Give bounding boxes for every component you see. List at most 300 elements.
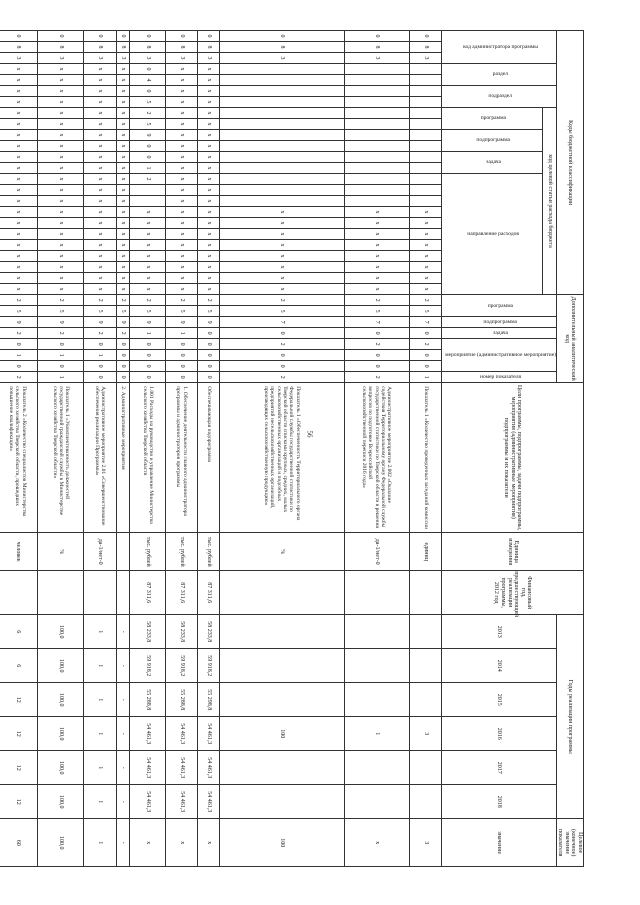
budget-code-cell (344, 196, 409, 207)
budget-code-cell: x (165, 108, 198, 119)
analytic-code-cell: 2 (84, 328, 117, 339)
budget-code-cell (409, 185, 442, 196)
budget-code-cell: x (219, 251, 344, 262)
budget-code-cell: x (0, 273, 38, 284)
year-value-cell: 54 461,3 (130, 751, 165, 785)
budget-code-cell (344, 108, 409, 119)
budget-code-cell: x (130, 218, 165, 229)
analytic-code-cell: 2 (344, 372, 409, 383)
budget-code-cell (344, 163, 409, 174)
budget-code-cell: 4 (130, 75, 165, 86)
budget-code-cell (409, 64, 442, 75)
budget-code-cell: x (198, 273, 220, 284)
budget-code-cell: 5 (130, 97, 165, 108)
target-value-cell: x (344, 819, 409, 867)
budget-code-cell: x (116, 119, 130, 130)
analytic-code-cell: 2 (409, 339, 442, 350)
budget-code-cell: x (409, 251, 442, 262)
analytic-code-cell: 0 (130, 350, 165, 361)
budget-code-cell (409, 130, 442, 141)
budget-code-cell: 0 (130, 86, 165, 97)
budget-code-cell: x (0, 251, 38, 262)
budget-code-cell: x (344, 284, 409, 295)
budget-code-cell: x (344, 262, 409, 273)
budget-code-cell: x (344, 229, 409, 240)
goal-description: Показатель 2 «Количество специалистов Министерства сельского хозяйства Тверской области, прошедших повышение квалификации» (0, 383, 38, 533)
budget-code-cell: x (0, 284, 38, 295)
budget-code-cell: x (38, 141, 84, 152)
year-value-cell: 12 (0, 717, 38, 751)
budget-code-cell (409, 75, 442, 86)
budget-code-cell: x (198, 284, 220, 295)
analytic-code-cell: 2 (344, 295, 409, 306)
table-row (219, 31, 344, 867)
budget-code-cell: x (0, 229, 38, 240)
budget-code-cell: x (165, 174, 198, 185)
year-2016: 2016 (442, 717, 556, 751)
budget-code-cell: x (344, 273, 409, 284)
budget-code-cell: x (165, 97, 198, 108)
year-value-cell: - (116, 683, 130, 717)
year-value-cell: 1 (84, 683, 117, 717)
budget-code-cell (409, 152, 442, 163)
budget-code-cell (409, 119, 442, 130)
header-goals: Цели программы, подпрограммы, задачи подпрограммы, мероприятия (административные мероприятия) подпрограммы и их показатели (442, 383, 584, 533)
analytic-code-cell: 2 (344, 339, 409, 350)
budget-code-cell: x (165, 229, 198, 240)
budget-code-cell: x (38, 273, 84, 284)
budget-code-cell: x (84, 284, 117, 295)
budget-code-cell: x (38, 152, 84, 163)
year-value-cell: 55 298,8 (198, 683, 220, 717)
goal-description: 1. Обеспечение деятельности главного администратора программы и администраторов программы (165, 383, 198, 533)
year-value-cell: 100,0 (38, 615, 84, 649)
analytic-code-cell: 1 (165, 328, 198, 339)
budget-code-cell: x (38, 229, 84, 240)
budget-code-cell: 0 (165, 31, 198, 42)
goal-description: Показатель 1 «Укомплектованность должностей государственной гражданской службы в Министерстве сельского хозяйства Тверской области» (38, 383, 84, 533)
budget-code-cell: x (38, 130, 84, 141)
budget-code-cell: x (198, 196, 220, 207)
budget-code-cell: 3 (116, 53, 130, 64)
budget-code-cell: x (409, 218, 442, 229)
budget-code-cell: x (84, 130, 117, 141)
year-value-cell (219, 751, 344, 785)
budget-code-cell: x (165, 185, 198, 196)
year-value-cell: 100,0 (38, 649, 84, 683)
budget-code-cell: x (165, 152, 198, 163)
budget-code-cell (219, 64, 344, 75)
analytic-code-cell: 0 (344, 328, 409, 339)
budget-code-cell: x (116, 218, 130, 229)
budget-code-cell: x (116, 229, 130, 240)
analytic-code-cell: 2 (219, 295, 344, 306)
budget-code-cell (344, 141, 409, 152)
analytic-code-cell: 2 (116, 328, 130, 339)
budget-code-cell: 8 (130, 42, 165, 53)
budget-code-cell: x (198, 251, 220, 262)
budget-code-cell: x (84, 108, 117, 119)
budget-code-cell (344, 64, 409, 75)
analytic-code-cell: 0 (38, 339, 84, 350)
budget-code-cell: x (38, 218, 84, 229)
analytic-code-cell: 2 (0, 372, 38, 383)
budget-code-cell: x (409, 273, 442, 284)
budget-code-cell: x (0, 108, 38, 119)
header-expense-direction: направление расходов (467, 231, 520, 238)
analytic-code-cell: 1 (409, 372, 442, 383)
budget-code-cell: 0 (130, 141, 165, 152)
year-value-cell: 1 (84, 717, 117, 751)
budget-code-cell (344, 185, 409, 196)
base-year-value: 87 311,6 (165, 571, 198, 615)
analytic-code-cell: 7 (409, 317, 442, 328)
budget-code-cell: x (38, 75, 84, 86)
unit-cell: % (38, 533, 84, 571)
budget-code-cell: x (84, 240, 117, 251)
budget-code-cell: x (198, 240, 220, 251)
budget-code-cell (344, 130, 409, 141)
year-value-cell: 54 461,3 (165, 717, 198, 751)
year-value-cell: 1 (84, 615, 117, 649)
budget-code-cell: 0 (84, 31, 117, 42)
budget-code-cell: x (219, 284, 344, 295)
budget-code-cell: x (409, 207, 442, 218)
analytic-code-cell: 0 (84, 372, 117, 383)
budget-code-cell: x (219, 262, 344, 273)
budget-code-cell: x (84, 141, 117, 152)
budget-code-cell: 9 (130, 130, 165, 141)
budget-code-cell: x (116, 75, 130, 86)
target-value-cell: 1 (84, 819, 117, 867)
analytic-code-cell: 5 (344, 306, 409, 317)
table-row (0, 31, 38, 867)
budget-code-cell: x (116, 251, 130, 262)
analytic-code-cell: 2 (84, 295, 117, 306)
goal-description: Показатель 1 «Количество проведенных заседаний комиссии (409, 383, 442, 533)
budget-code-cell: x (198, 174, 220, 185)
budget-code-cell: x (130, 229, 165, 240)
analytic-code-cell: 0 (198, 339, 220, 350)
analytic-code-cell: 0 (344, 361, 409, 372)
analytic-code-cell: 0 (198, 350, 220, 361)
budget-code-cell: x (116, 64, 130, 75)
year-value-cell: 12 (0, 683, 38, 717)
budget-code-cell (409, 97, 442, 108)
analytic-code-cell: 2 (116, 295, 130, 306)
budget-code-cell: x (84, 229, 117, 240)
budget-code-cell: x (165, 64, 198, 75)
year-value-cell (344, 615, 409, 649)
analytic-code-cell: 2 (219, 372, 344, 383)
base-year-value: 87 311,6 (130, 571, 165, 615)
year-value-cell: 1 (84, 751, 117, 785)
analytic-code-cell: 1 (38, 372, 84, 383)
year-value-cell (344, 785, 409, 819)
analytic-code-cell: 2 (409, 295, 442, 306)
budget-code-cell (409, 196, 442, 207)
budget-code-cell: x (116, 97, 130, 108)
analytic-code-cell: 7 (219, 317, 344, 328)
budget-code-cell: x (116, 284, 130, 295)
base-year-value (344, 571, 409, 615)
budget-code-cell: 0 (130, 31, 165, 42)
base-year-value (409, 571, 442, 615)
header-col-measure: мероприятие (административное мероприятие) (444, 352, 556, 359)
analytic-code-cell: 0 (0, 361, 38, 372)
year-value-cell: 6 (0, 615, 38, 649)
budget-code-cell: 8 (0, 42, 38, 53)
year-value-cell: 54 461,3 (165, 751, 198, 785)
budget-code-cell: x (198, 130, 220, 141)
year-value-cell: 54 461,3 (130, 717, 165, 751)
budget-code-cell: x (344, 251, 409, 262)
budget-code-cell: x (0, 262, 38, 273)
budget-code-cell: x (0, 152, 38, 163)
header-unit: Единица измерения (442, 533, 584, 571)
budget-code-cell: x (198, 163, 220, 174)
base-year-value (0, 571, 38, 615)
analytic-code-cell: 5 (409, 306, 442, 317)
year-value-cell (219, 785, 344, 819)
goal-description: Административное мероприятие 2.01 «Совершенствование обеспечения реализации Программы» (84, 383, 117, 533)
analytic-code-cell: 2 (130, 295, 165, 306)
header-col-indicator: номер показателя (479, 374, 521, 381)
analytic-code-cell: 5 (130, 306, 165, 317)
budget-code-cell: x (198, 108, 220, 119)
year-value-cell (409, 649, 442, 683)
budget-code-cell: x (84, 97, 117, 108)
header-analytic-code: Дополнительный аналитический код (556, 295, 583, 383)
header-task: задача (485, 159, 501, 166)
budget-code-cell (219, 97, 344, 108)
budget-code-cell: x (0, 64, 38, 75)
budget-code-cell: x (84, 75, 117, 86)
budget-code-cell: x (116, 240, 130, 251)
budget-code-cell: x (0, 97, 38, 108)
budget-code-cell: 8 (409, 42, 442, 53)
header-target-article: код целевой статьи расхода бюджета (542, 108, 556, 295)
budget-code-cell: x (38, 207, 84, 218)
year-value-cell: 54 461,3 (130, 785, 165, 819)
budget-code-cell: 0 (0, 31, 38, 42)
year-value-cell: 12 (0, 785, 38, 819)
target-value-cell: 100,0 (38, 819, 84, 867)
budget-code-cell: 3 (198, 53, 220, 64)
budget-code-cell: x (38, 251, 84, 262)
analytic-code-cell: 0 (198, 361, 220, 372)
budget-code-cell: x (165, 284, 198, 295)
budget-code-cell: x (198, 119, 220, 130)
budget-code-cell: x (84, 174, 117, 185)
budget-code-cell: x (116, 86, 130, 97)
year-2013: 2013 (442, 615, 556, 649)
analytic-code-cell: 0 (409, 350, 442, 361)
budget-code-cell: 0 (219, 31, 344, 42)
budget-code-cell: x (165, 163, 198, 174)
year-value-cell: 54 461,3 (198, 785, 220, 819)
budget-code-cell: x (0, 141, 38, 152)
analytic-code-cell: 0 (116, 339, 130, 350)
budget-code-cell: x (38, 108, 84, 119)
budget-code-cell (219, 108, 344, 119)
budget-code-cell: x (219, 240, 344, 251)
budget-code-cell: x (165, 86, 198, 97)
year-value-cell: 54 461,3 (198, 751, 220, 785)
budget-code-cell: x (409, 262, 442, 273)
budget-code-cell: 8 (344, 42, 409, 53)
analytic-code-cell: 2 (198, 295, 220, 306)
table-row (409, 31, 442, 867)
analytic-code-cell: 0 (344, 350, 409, 361)
header-col-subprogram: подпрограмма (483, 319, 518, 326)
year-value-cell: - (116, 751, 130, 785)
budget-code-cell (219, 86, 344, 97)
budget-code-cell: x (219, 207, 344, 218)
budget-code-cell: 0 (344, 31, 409, 42)
analytic-code-cell: 2 (165, 295, 198, 306)
budget-code-cell (219, 185, 344, 196)
analytic-code-cell: 2 (0, 295, 38, 306)
year-value-cell: 100,0 (38, 717, 84, 751)
analytic-code-cell: 1 (38, 350, 84, 361)
budget-code-cell: x (38, 240, 84, 251)
goal-description: 2. Административные мероприятия (116, 383, 130, 533)
year-value-cell (409, 785, 442, 819)
budget-code-cell: x (165, 207, 198, 218)
budget-code-cell: x (130, 273, 165, 284)
budget-code-cell: 3 (219, 53, 344, 64)
year-value-cell: 59 918,2 (198, 649, 220, 683)
base-year-value: 87 311,6 (198, 571, 220, 615)
budget-code-cell: x (198, 86, 220, 97)
budget-code-cell: x (198, 229, 220, 240)
analytic-code-cell: 0 (84, 361, 117, 372)
header-razdel: раздел (492, 71, 508, 78)
year-value-cell: 12 (0, 751, 38, 785)
analytic-code-cell: 0 (165, 361, 198, 372)
year-value-cell: 58 233,8 (130, 615, 165, 649)
budget-code-cell (219, 196, 344, 207)
budget-code-cell: x (116, 163, 130, 174)
table-row (116, 31, 130, 867)
analytic-code-cell: 5 (0, 306, 38, 317)
year-value-cell: 1 (84, 649, 117, 683)
budget-code-cell: 0 (409, 31, 442, 42)
header-budget-codes: Коды бюджетной классификации (556, 31, 583, 295)
budget-code-cell: x (165, 262, 198, 273)
budget-code-cell: 3 (409, 53, 442, 64)
year-value-cell: 6 (0, 649, 38, 683)
budget-code-cell: x (198, 97, 220, 108)
budget-code-cell: x (409, 229, 442, 240)
analytic-code-cell: 0 (409, 361, 442, 372)
analytic-code-cell: 0 (198, 328, 220, 339)
analytic-code-cell: 9 (38, 317, 84, 328)
year-value-cell: 100,0 (38, 683, 84, 717)
unit-cell: да-1/нет-0 (344, 533, 409, 571)
analytic-code-cell: 0 (130, 361, 165, 372)
budget-code-cell: x (219, 218, 344, 229)
analytic-code-cell: 7 (344, 317, 409, 328)
analytic-code-cell: 0 (219, 361, 344, 372)
analytic-code-cell: 0 (198, 372, 220, 383)
budget-code-cell: x (38, 196, 84, 207)
budget-code-cell (344, 97, 409, 108)
goal-description: Обеспечивающая подпрограмма (198, 383, 220, 533)
year-2017: 2017 (442, 751, 556, 785)
analytic-code-cell: 1 (130, 328, 165, 339)
budget-code-cell: x (84, 262, 117, 273)
budget-code-cell: x (409, 240, 442, 251)
budget-code-cell: x (130, 262, 165, 273)
budget-code-cell: x (0, 240, 38, 251)
year-value-cell: 1 (84, 785, 117, 819)
year-2014: 2014 (442, 649, 556, 683)
analytic-code-cell: 0 (165, 350, 198, 361)
budget-code-cell: x (38, 97, 84, 108)
budget-code-cell: x (165, 75, 198, 86)
budget-code-cell: x (344, 240, 409, 251)
budget-code-cell: 3 (165, 53, 198, 64)
budget-code-cell (130, 185, 165, 196)
budget-code-cell: x (219, 273, 344, 284)
budget-code-cell: x (84, 196, 117, 207)
budget-code-cell (219, 152, 344, 163)
budget-code-cell: 0 (130, 152, 165, 163)
budget-code-cell (130, 196, 165, 207)
year-value-cell: 54 461,3 (165, 785, 198, 819)
analytic-code-cell: 0 (130, 372, 165, 383)
budget-code-cell: x (165, 141, 198, 152)
budget-code-cell: 8 (219, 42, 344, 53)
analytic-code-cell: 0 (165, 339, 198, 350)
budget-code-cell: x (116, 196, 130, 207)
target-value-cell: x (165, 819, 198, 867)
budget-code-cell: 3 (38, 53, 84, 64)
budget-code-cell: 2 (130, 108, 165, 119)
budget-code-cell: x (0, 218, 38, 229)
year-value-cell: 54 461,3 (198, 717, 220, 751)
header-program: программа (480, 115, 506, 122)
budget-code-cell: x (198, 185, 220, 196)
analytic-code-cell: 1 (0, 350, 38, 361)
program-table (0, 30, 584, 867)
budget-code-cell: x (165, 196, 198, 207)
analytic-code-cell: 9 (0, 317, 38, 328)
year-value-cell: 100 (219, 717, 344, 751)
analytic-code-cell: 2 (0, 328, 38, 339)
budget-code-cell: x (116, 273, 130, 284)
budget-code-cell: x (38, 284, 84, 295)
year-value-cell: 59 918,2 (130, 649, 165, 683)
budget-code-cell (344, 75, 409, 86)
budget-code-cell: 3 (344, 53, 409, 64)
budget-code-cell: x (198, 152, 220, 163)
analytic-code-cell: 0 (116, 361, 130, 372)
analytic-code-cell: 2 (219, 339, 344, 350)
unit-cell: человек (0, 533, 38, 571)
budget-code-cell: x (0, 185, 38, 196)
table-row (198, 31, 220, 867)
year-value-cell: - (116, 717, 130, 751)
budget-code-cell (409, 141, 442, 152)
base-year-value (219, 571, 344, 615)
unit-cell: тыс. рублей (130, 533, 165, 571)
budget-code-cell: 8 (165, 42, 198, 53)
analytic-code-cell: 2 (38, 295, 84, 306)
budget-code-cell: 1 (130, 163, 165, 174)
